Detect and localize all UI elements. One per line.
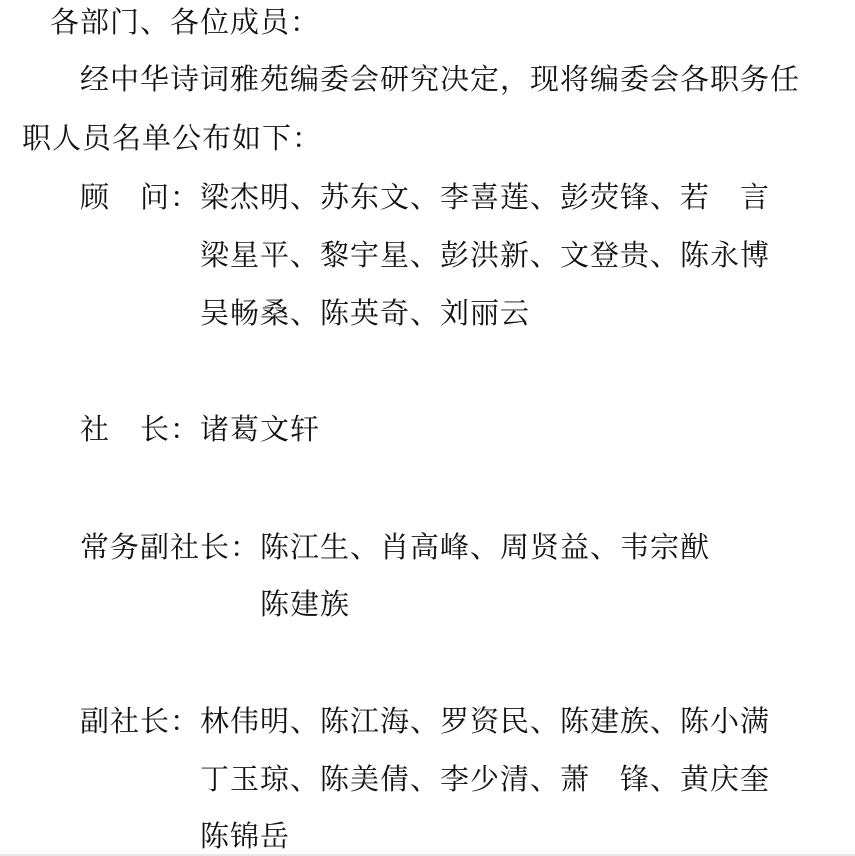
- advisor-names-line-3: 吴畅桑、陈英奇、刘丽云: [200, 296, 531, 330]
- executive-vice-president-names-line-2: 陈建族: [260, 587, 351, 621]
- role-advisor-char1: 顾: [80, 180, 111, 214]
- role-label-advisor: [80, 180, 201, 214]
- intro-line-2: 职人员名单公布如下：: [22, 121, 323, 155]
- role-label-vice-president: 副社长：: [80, 704, 201, 738]
- vice-president-names-line-2: 丁玉琼、陈美倩、李少清、萧 锋、黄庆奎: [200, 762, 771, 796]
- vice-president-names-line-1: 林伟明、陈江海、罗资民、陈建族、陈小满: [200, 704, 771, 738]
- role-advisor-char2: 问：: [140, 180, 201, 214]
- advisor-names-line-2: 梁星平、黎宇星、彭洪新、文登贵、陈永博: [200, 238, 771, 272]
- role-label-president: [80, 412, 201, 446]
- role-president-char2: 长：: [140, 412, 201, 446]
- role-president-char1: 社: [80, 412, 111, 446]
- president-names-line-1: 诸葛文轩: [200, 412, 321, 446]
- vice-president-names-line-3: 陈锦岳: [200, 819, 291, 853]
- intro-line-1: 经中华诗词雅苑编委会研究决定，现将编委会各职务任: [80, 62, 801, 96]
- role-label-executive-vice-president: 常务副社长：: [80, 530, 261, 564]
- advisor-names-line-1: 梁杰明、苏东文、李喜莲、彭荧锋、若 言: [200, 180, 771, 214]
- salutation: 各部门、各位成员：: [50, 5, 321, 39]
- executive-vice-president-names-line-1: 陈江生、肖高峰、周贤益、韦宗猷: [260, 530, 711, 564]
